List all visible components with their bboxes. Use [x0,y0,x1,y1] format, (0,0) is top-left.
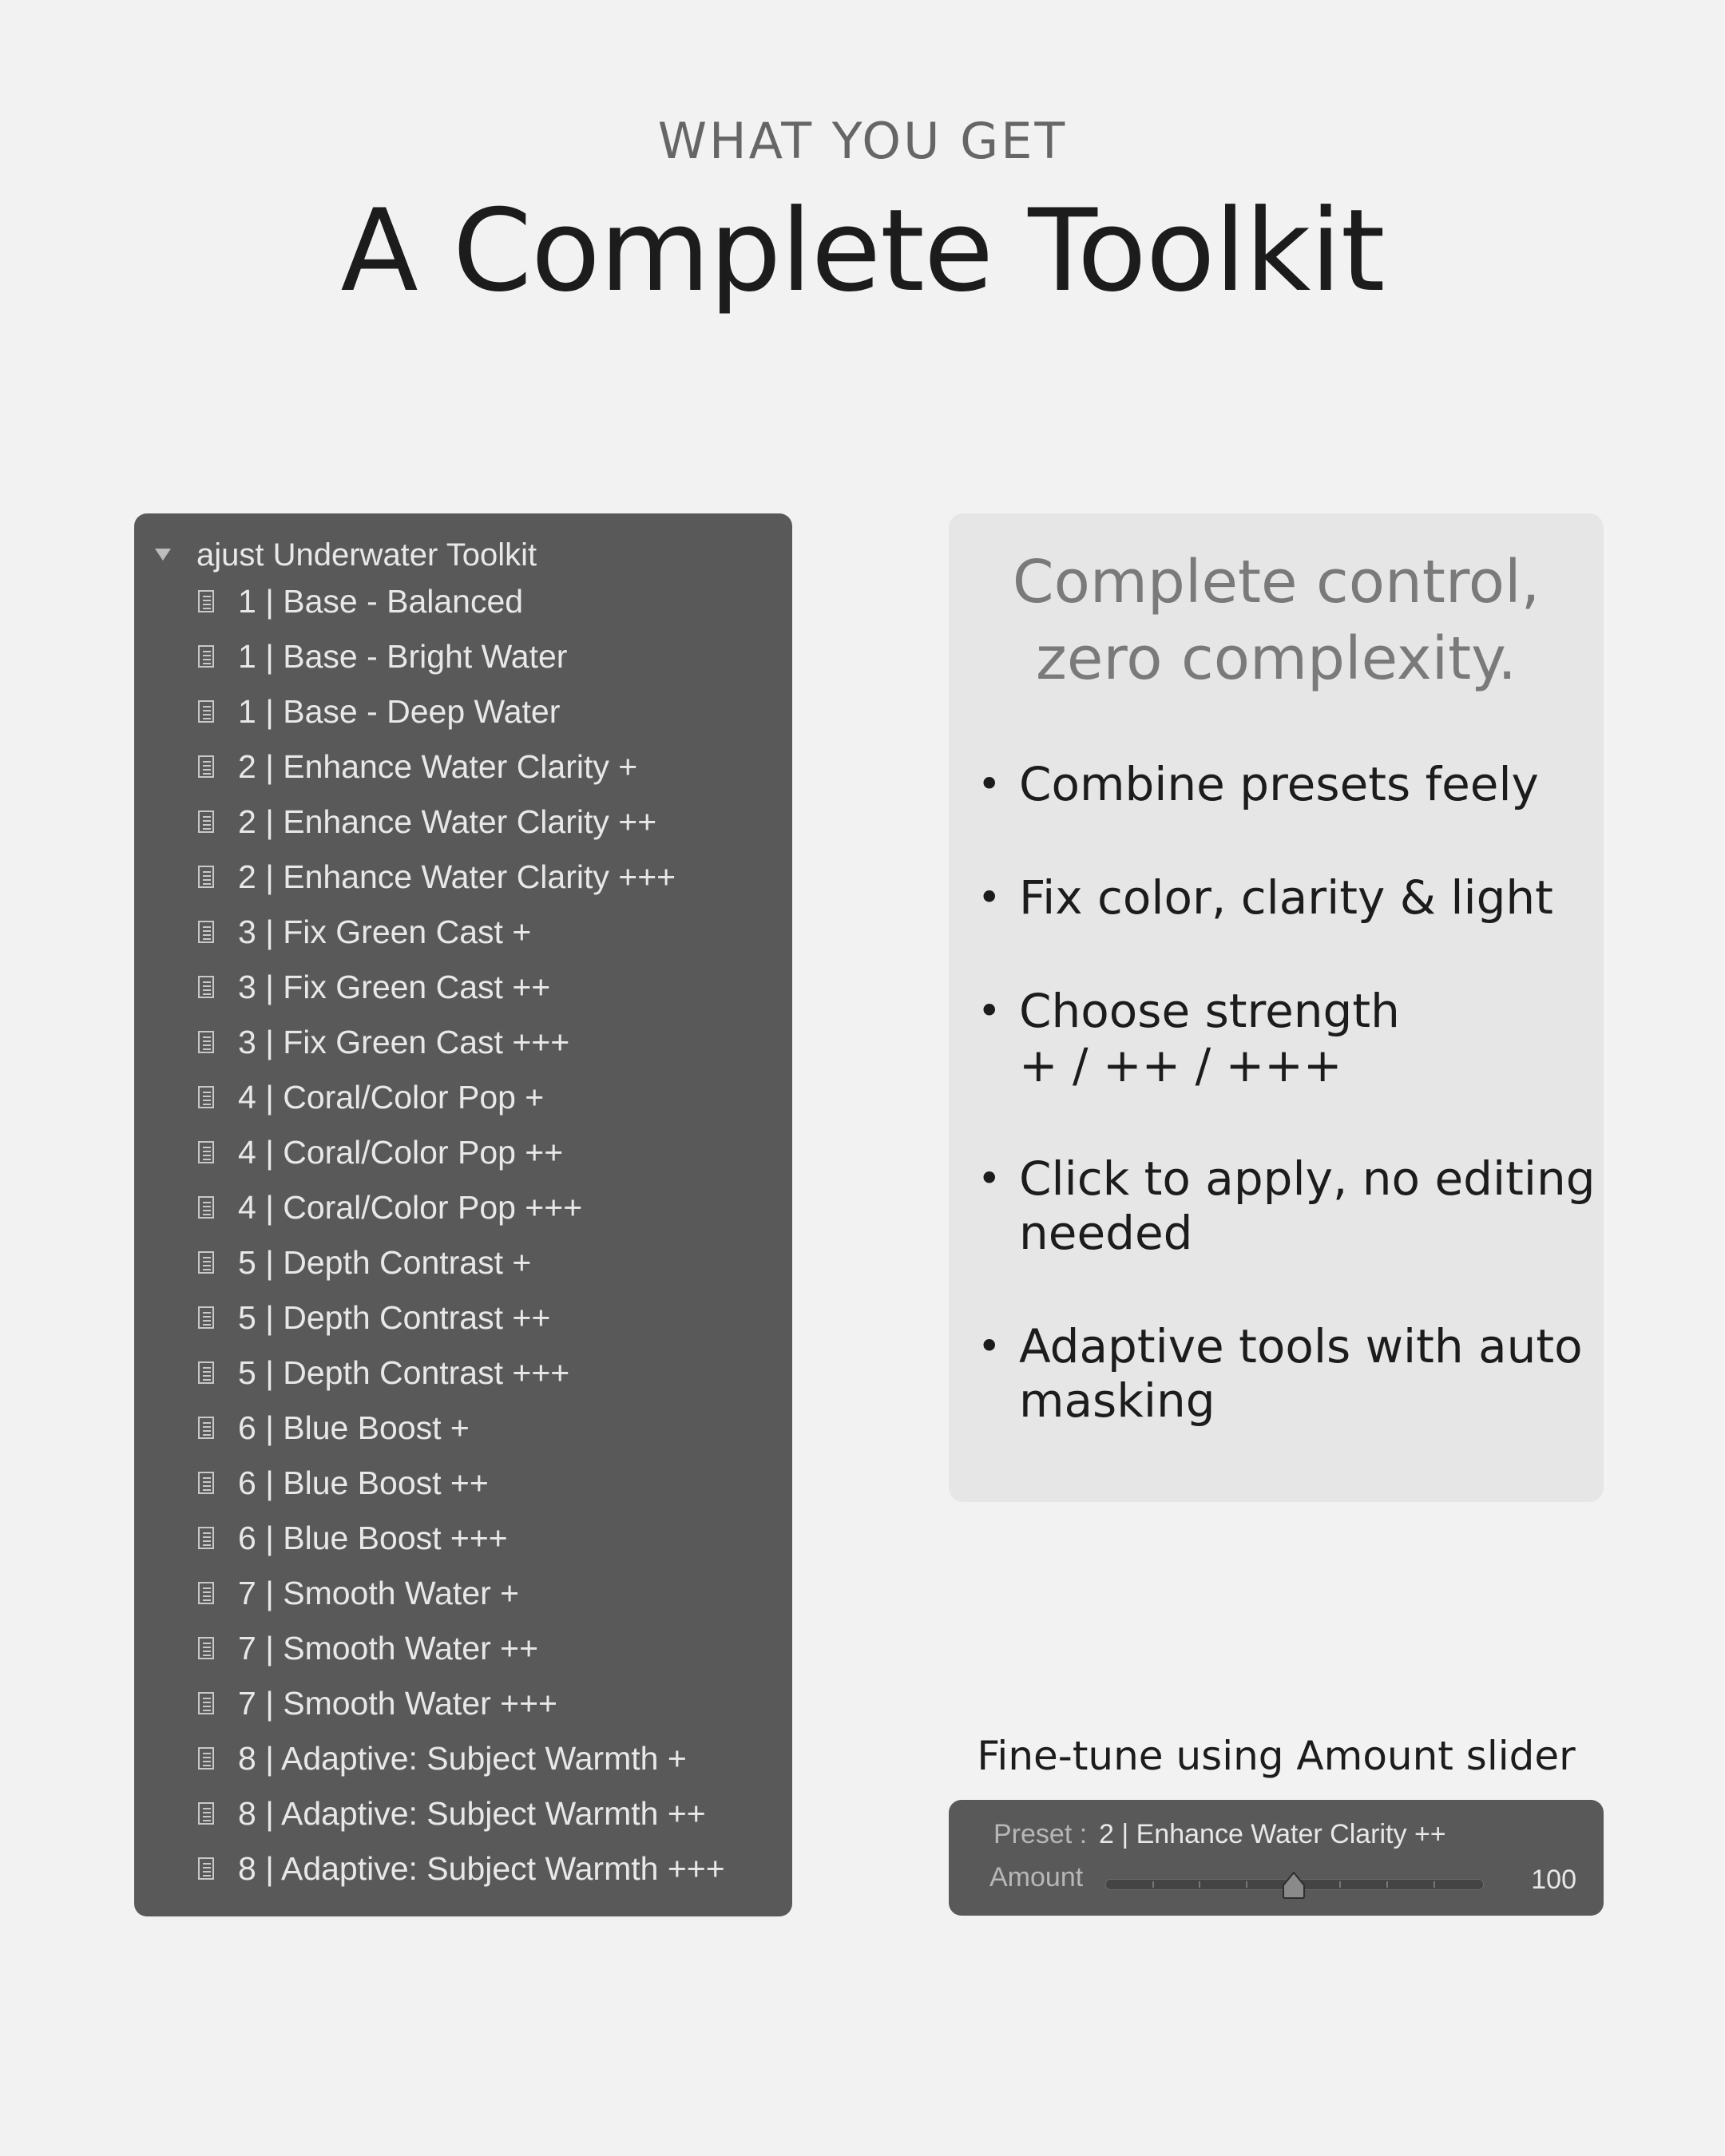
slider-tick [1434,1881,1435,1888]
preset-file-icon [198,1086,214,1108]
slider-tick [1386,1881,1388,1888]
preset-file-icon [198,1251,214,1274]
slider-tick [1152,1881,1154,1888]
preset-folder-label: ajust Underwater Toolkit [196,537,537,573]
preset-item[interactable] [134,910,792,965]
preset-item[interactable] [134,1681,792,1736]
preset-file-icon [198,1031,214,1053]
preset-file-icon [198,1361,214,1384]
preset-item[interactable] [134,1240,792,1295]
preset-item[interactable] [134,1350,792,1405]
preset-item[interactable] [134,965,792,1020]
preset-item[interactable] [134,1185,792,1240]
preset-item-label: 1 | Base - Deep Water [238,693,561,730]
preset-item-label: 5 | Depth Contrast +++ [238,1354,570,1391]
active-preset-value: 2 | Enhance Water Clarity ++ [1099,1819,1446,1849]
preset-item-label: 7 | Smooth Water + [238,1575,520,1611]
preset-list [134,579,792,1901]
preset-item[interactable] [134,1020,792,1075]
page-title: A Complete Toolkit [340,185,1385,317]
amount-slider-thumb[interactable] [1282,1872,1306,1899]
preset-item-label: 4 | Coral/Color Pop +++ [238,1189,583,1226]
slider-tick [1199,1881,1200,1888]
preset-item-label: 2 | Enhance Water Clarity ++ [238,803,657,840]
feature-bullet-text: Combine presets feely [1019,757,1539,811]
preset-file-icon [198,1196,214,1219]
feature-bullet [973,1151,1596,1260]
preset-item[interactable] [134,634,792,689]
preset-file-icon [198,1417,214,1439]
preset-file-icon [198,1472,214,1494]
preset-item-label: 8 | Adaptive: Subject Warmth + [238,1740,687,1777]
preset-item[interactable] [134,1075,792,1130]
preset-file-icon [198,1306,214,1329]
preset-item-label: 4 | Coral/Color Pop + [238,1079,545,1116]
preset-item[interactable] [134,1736,792,1791]
feature-list [973,757,1596,1487]
preset-item-label: 4 | Coral/Color Pop ++ [238,1134,564,1171]
preset-item-label: 7 | Smooth Water +++ [238,1685,557,1722]
preset-file-icon [198,1637,214,1659]
feature-bullet [973,870,1596,925]
disclosure-triangle-expanded-icon[interactable] [155,549,171,561]
feature-bullet-text: Click to apply, no editing needed [1019,1151,1596,1260]
slider-tick [1246,1881,1247,1888]
preset-item[interactable] [134,744,792,799]
preset-item-label: 5 | Depth Contrast ++ [238,1299,551,1336]
preset-item-label: 6 | Blue Boost +++ [238,1520,508,1556]
preset-file-icon [198,590,214,612]
bullet-dot-icon: • [978,1155,1001,1202]
bullet-dot-icon: • [978,874,1001,921]
preset-item-label: 5 | Depth Contrast + [238,1244,532,1281]
amount-label: Amount [989,1862,1084,1892]
preset-item-label: 3 | Fix Green Cast ++ [238,969,551,1005]
preset-item-label: 3 | Fix Green Cast +++ [238,1024,570,1060]
preset-item[interactable] [134,1405,792,1460]
preset-item[interactable] [134,1295,792,1350]
feature-bullet-text: Fix color, clarity & light [1019,870,1553,925]
preset-file-icon [198,1141,214,1163]
preset-item-label: 7 | Smooth Water ++ [238,1630,539,1667]
preset-item[interactable] [134,1846,792,1901]
feature-card-heading: Complete control, zero complexity. [1012,548,1541,693]
preset-item-label: 1 | Base - Balanced [238,583,524,620]
preset-item[interactable] [134,689,792,744]
preset-file-icon [198,921,214,943]
preset-file-icon [198,976,214,998]
preset-file-icon [198,755,214,778]
slider-caption: Fine-tune using Amount slider [977,1733,1576,1779]
bullet-dot-icon: • [978,761,1001,807]
preset-item[interactable] [134,1460,792,1516]
feature-bullet [973,1319,1596,1428]
preset-key-label: Preset : [993,1819,1088,1849]
preset-file-icon [198,700,214,723]
preset-file-icon [198,645,214,668]
feature-bullet-text: Choose strength + / ++ / +++ [1019,984,1400,1092]
preset-item-label: 6 | Blue Boost ++ [238,1464,489,1501]
preset-item-label: 6 | Blue Boost + [238,1409,470,1446]
preset-file-icon [198,1582,214,1604]
preset-item[interactable] [134,1516,792,1571]
preset-file-icon [198,810,214,833]
preset-item-label: 8 | Adaptive: Subject Warmth +++ [238,1850,725,1887]
preset-item[interactable] [134,799,792,854]
preset-item-label: 2 | Enhance Water Clarity +++ [238,858,676,895]
amount-slider-panel [949,1800,1604,1916]
preset-item[interactable] [134,1130,792,1185]
preset-file-icon [198,866,214,888]
eyebrow-text: WHAT YOU GET [657,112,1068,170]
bullet-dot-icon: • [978,1323,1001,1369]
preset-item-label: 2 | Enhance Water Clarity + [238,748,638,785]
preset-browser-panel [134,513,792,1916]
preset-file-icon [198,1747,214,1770]
preset-item[interactable] [134,854,792,910]
preset-file-icon [198,1527,214,1549]
preset-item-label: 8 | Adaptive: Subject Warmth ++ [238,1795,706,1832]
preset-file-icon [198,1857,214,1880]
feature-card [949,513,1604,1502]
preset-item[interactable] [134,1791,792,1846]
preset-item[interactable] [134,1571,792,1626]
feature-bullet [973,757,1596,811]
preset-folder[interactable] [134,531,792,579]
preset-item-label: 3 | Fix Green Cast + [238,914,532,950]
preset-file-icon [198,1692,214,1714]
preset-item-label: 1 | Base - Bright Water [238,638,568,675]
amount-value: 100 [1531,1865,1576,1895]
preset-item[interactable] [134,579,792,634]
feature-bullet [973,984,1596,1092]
bullet-dot-icon: • [978,988,1001,1034]
preset-item[interactable] [134,1626,792,1681]
preset-file-icon [198,1802,214,1825]
feature-bullet-text: Adaptive tools with auto masking [1019,1319,1583,1428]
slider-tick [1339,1881,1341,1888]
